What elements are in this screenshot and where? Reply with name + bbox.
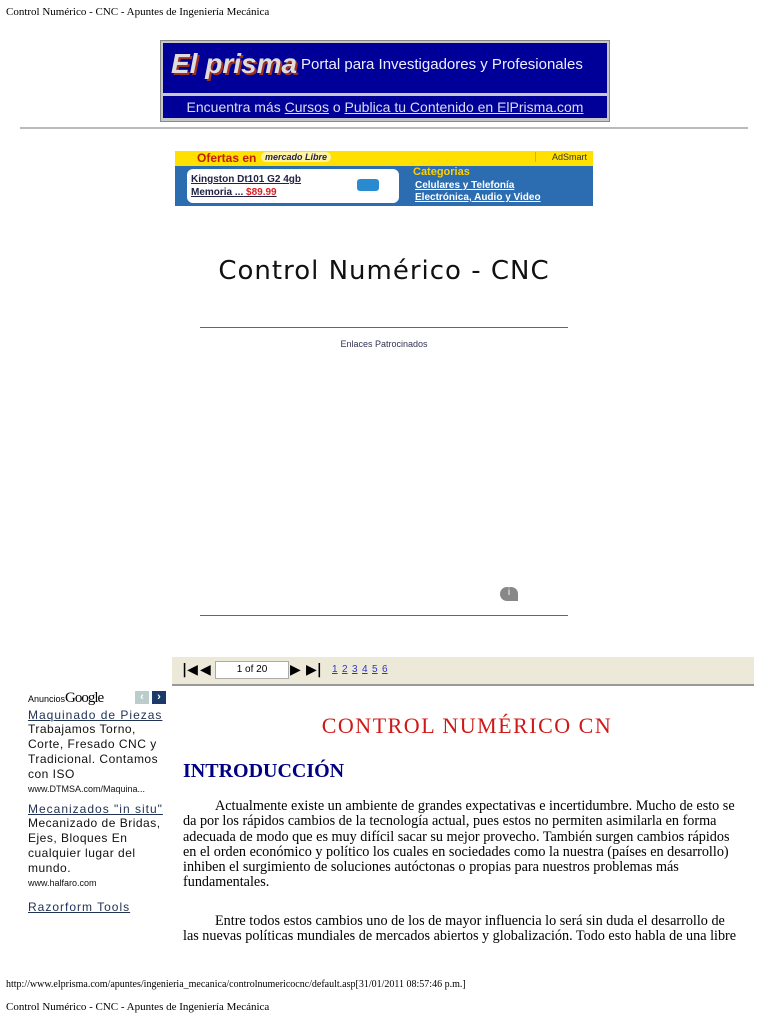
cursos-link[interactable]: Cursos <box>284 99 329 115</box>
anuncios-label: Anuncios <box>28 694 66 704</box>
product-link[interactable]: Kingston Dt101 G2 4gb <box>191 174 302 185</box>
mercadolibre-ad[interactable] <box>175 151 593 206</box>
page-link[interactable]: 2 <box>342 664 348 675</box>
divider <box>200 615 568 616</box>
product-price: $89.99 <box>246 187 277 198</box>
product-card <box>187 169 399 203</box>
elprisma-logo[interactable]: El prisma <box>171 48 298 79</box>
google-logo: Google <box>65 690 104 706</box>
page-link[interactable]: 6 <box>382 664 388 675</box>
divider <box>20 127 748 129</box>
print-header-title: Control Numérico - CNC - Apuntes de Ingeniería Mecánica <box>6 6 270 18</box>
ad-item <box>28 900 168 914</box>
ad-info-icon[interactable]: i <box>500 587 518 601</box>
banner-text: Encuentra más <box>186 99 285 115</box>
publica-link[interactable]: Publica tu Contenido en ElPrisma.com <box>344 99 584 115</box>
first-page-icon[interactable]: |◀ <box>182 662 198 678</box>
page-title: Control Numérico - CNC <box>218 256 550 286</box>
usb-drive-image <box>357 179 379 191</box>
page-number-input[interactable]: 1 of 20 <box>215 661 289 679</box>
prev-ad-icon[interactable]: ‹ <box>135 691 149 704</box>
elprisma-banner[interactable] <box>160 40 610 122</box>
ad-item <box>28 708 168 796</box>
google-ads-sidebar <box>28 689 168 914</box>
ad-title-link[interactable]: Razorform Tools <box>28 900 131 914</box>
paragraph-1: Actualmente existe un ambiente de grandes expectativas e incertidumbre. Mucho de esto se da por los rápidos cambios de la tecnología actual, pues estos no permiten asimilarla en forma adecuada de modo que es muy difícil sacar su mejor provecho. También surgen cambios rápidos en el orden económico y político los cuales en sociedades como la nuestra (países en desarrollo) inhiben el surgimiento de soluciones autóctonas o propias para nuestros problemas más fundamentales. <box>183 798 735 891</box>
mercadolibre-logo: mercado Libre <box>261 152 331 162</box>
document-pager <box>172 657 754 686</box>
paragraph-2: Entre todos estos cambios uno de los de mayor influencia lo será sin duda el desarrollo de las nuevas políticas mundiales de mercados abiertos y globalización. Todo esto habla de una libre <box>183 913 737 945</box>
category-link[interactable]: Electrónica, Audio y Video <box>415 192 541 203</box>
banner-links <box>163 96 607 118</box>
ofertas-label: Ofertas en <box>197 151 257 165</box>
footer-url: http://www.elprisma.com/apuntes/ingenieria_mecanica/controlnumericocnc/default.asp[31/01/2011 08:57:46 p.m.] <box>6 979 466 990</box>
section-heading: INTRODUCCIÓN <box>183 760 345 782</box>
ad-text: Trabajamos Torno, Corte, Fresado CNC y Tradicional. Contamos con ISO <box>28 722 159 781</box>
sponsored-links-label: Enlaces Patrocinados <box>340 339 428 349</box>
page-link[interactable]: 1 <box>332 664 338 675</box>
ad-title-link[interactable]: Mecanizados "in situ" <box>28 802 163 816</box>
category-link[interactable]: Celulares y Telefonía <box>415 180 515 191</box>
prev-page-icon[interactable]: ◀ <box>200 662 211 678</box>
categories-title: Categorias <box>413 166 470 178</box>
adsmart-label: AdSmart <box>535 152 587 162</box>
divider <box>200 327 568 328</box>
ad-url[interactable]: www.halfaro.com <box>28 878 97 888</box>
page-link[interactable]: 5 <box>372 664 378 675</box>
page-link[interactable]: 3 <box>352 664 358 675</box>
page-link[interactable]: 4 <box>362 664 368 675</box>
product-link-2[interactable]: Memoria ... $89.99 <box>191 187 277 198</box>
next-page-icon[interactable]: ▶ <box>290 662 301 678</box>
footer-title: Control Numérico - CNC - Apuntes de Ingeniería Mecánica <box>6 1001 270 1013</box>
banner-text: o <box>328 99 345 115</box>
ad-text: Mecanizado de Bridas, Ejes, Bloques En cualquier lugar del mundo. <box>28 816 161 875</box>
banner-tagline: Portal para Investigadores y Profesionales <box>301 56 583 73</box>
ad-url[interactable]: www.DTMSA.com/Maquina... <box>28 784 146 794</box>
ad-title-link[interactable]: Maquinado de Piezas <box>28 708 163 722</box>
last-page-icon[interactable]: ▶| <box>306 662 322 678</box>
next-ad-icon[interactable]: › <box>152 691 166 704</box>
ad-item <box>28 802 168 890</box>
document-heading: CONTROL NUMÉRICO CN <box>321 713 613 738</box>
